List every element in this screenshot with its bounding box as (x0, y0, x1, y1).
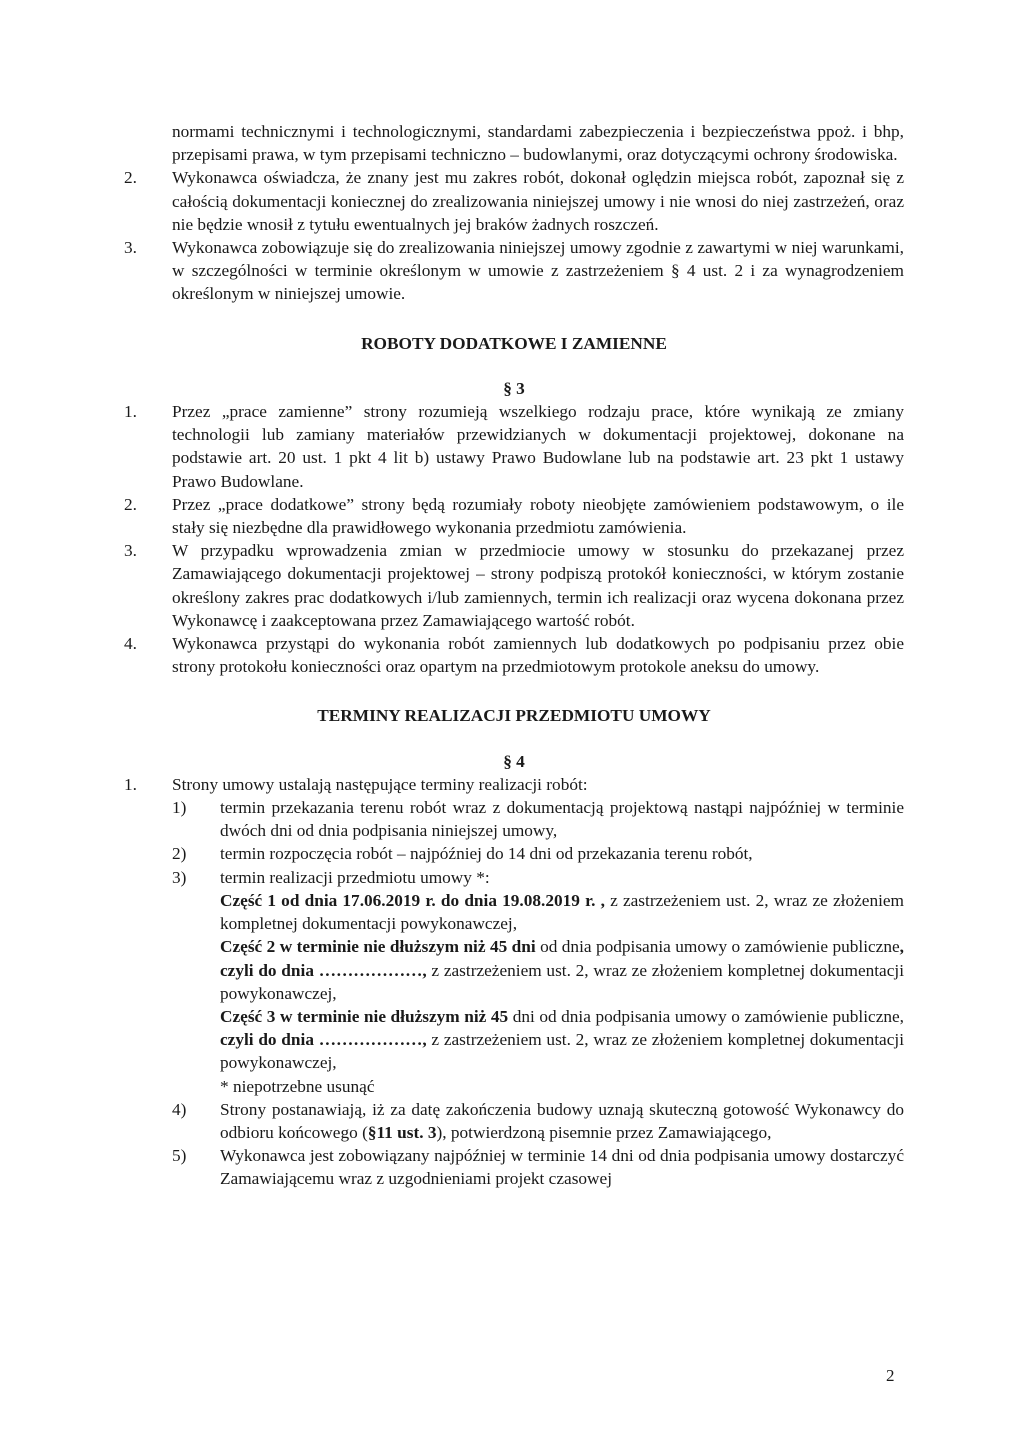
item-text: Wykonawca oświadcza, że znany jest mu zakres robót, dokonał oględzin miejsca robót, zapoznał się z całością dokumentacji koniecznej do zrealizowania niniejszej umowy i nie wnosi do niej zastrzeżeń, oraz nie będzie wnosił z tytułu ewentualnych jej braków żadnych roszczeń. (172, 168, 904, 234)
sub-list-item (172, 796, 904, 842)
part-3-bold-date: czyli do dnia ………………, (220, 1030, 427, 1050)
list-item (124, 773, 904, 796)
part-3-rest: z zastrzeżeniem ust. 2, wraz ze złożeniem kompletnej dokumentacji powykonawczej, (220, 1030, 904, 1073)
item-number: 3. (124, 541, 137, 561)
part-2-rest: z zastrzeżeniem ust. 2, wraz ze złożeniem kompletnej dokumentacji powykonawczej, (220, 960, 904, 1003)
sub4-pre: Strony postanawiają, iż za datę zakończenia budowy uznają skuteczną gotowość Wykonawcy do odbioru końcowego ( (220, 1099, 904, 1142)
part-2-term (220, 935, 904, 1005)
document-body (124, 120, 904, 1191)
sub-item-number: 5) (172, 1146, 187, 1166)
part-3-term (220, 1005, 904, 1075)
list-item (124, 236, 904, 306)
paragraph-symbol: § 4 (503, 751, 525, 771)
part-2-bold: Część 2 w terminie nie dłuższym niż 45 dni (220, 937, 536, 957)
item-number: 4. (124, 634, 137, 654)
footnote-note: * niepotrzebne usunąć (220, 1076, 375, 1096)
list-item (124, 632, 904, 678)
item-text: Strony umowy ustalają następujące terminy realizacji robót: (172, 774, 588, 794)
item-text: Wykonawca przystąpi do wykonania robót zamiennych lub dodatkowych po podpisaniu przez obie strony protokołu konieczności oraz opartym na przedmiotowym protokole aneksu do umowy. (172, 634, 904, 677)
part-2-bold-date: , czyli do dnia ………………, (220, 937, 904, 980)
sub-list-item (172, 1098, 904, 1144)
list-item (124, 400, 904, 493)
paragraph-symbol: § 3 (503, 378, 525, 398)
item-number: 2. (124, 168, 137, 188)
sub4-bold: §11 ust. 3 (367, 1122, 437, 1142)
sub-item-number: 2) (172, 844, 187, 864)
item-number: 2. (124, 494, 137, 514)
sub-list-item (172, 866, 904, 889)
sub-item-number: 3) (172, 867, 187, 887)
item-number: 1. (124, 774, 137, 794)
item-number: 1. (124, 402, 137, 422)
section-heading: TERMINY REALIZACJI PRZEDMIOTU UMOWY (317, 706, 711, 726)
part-1-bold: Część 1 od dnia 17.06.2019 r. do dnia 19.08.2019 r. , (220, 890, 605, 910)
sub-item-number: 1) (172, 798, 187, 818)
page-number: 2 (886, 1366, 895, 1385)
sub-list-item (172, 842, 904, 865)
part-3-mid: dni od dnia podpisania umowy o zamówienie publiczne, (508, 1006, 904, 1026)
item-text: Przez „prace dodatkowe” strony będą rozumiały roboty nieobjęte zamówieniem podstawowym, o ile stały się niezbędne dla prawidłowego wykonania przedmiotu zamówienia. (172, 494, 904, 538)
continued-paragraph: normami technicznymi i technologicznymi, standardami zabezpieczenia i bezpieczeństwa ppoż. i bhp, przepisami prawa, w tym przepisami techniczno – budowlanymi, oraz dotyczącymi ochrony środowiska. (172, 122, 904, 165)
item-text: Wykonawca zobowiązuje się do zrealizowania niniejszej umowy zgodnie z zawartymi w niej warunkami, w szczególności w terminie określonym w umowie z zastrzeżeniem § 4 ust. 2 i za wynagrodzeniem określonym w niniejszej umowie. (172, 238, 904, 304)
section-heading: ROBOTY DODATKOWE I ZAMIENNE (361, 333, 667, 353)
item-text: Przez „prace zamienne” strony rozumieją wszelkiego rodzaju prace, które wynikają ze zmiany technologii lub zamiany materiałów przewidzianych w dokumentacji projektowej, dokonane na podstawie art. 20 ust. 1 pkt 4 lit b) ustawy Prawo Budowlane lub na podstawie art. 23 pkt 1 ustawy Prawo Budowlane. (172, 402, 904, 491)
part-3-bold: Część 3 w terminie nie dłuższym niż 45 (220, 1006, 509, 1026)
sub-item-text: termin rozpoczęcia robót – najpóźniej do 14 dni od przekazania terenu robót, (220, 844, 753, 864)
part-1-rest: z zastrzeżeniem ust. 2, wraz ze złożeniem kompletnej dokumentacji powykonawczej, (220, 890, 904, 934)
item-number: 3. (124, 238, 137, 258)
sub-list-item (172, 1144, 904, 1190)
sub-item-text (220, 1098, 904, 1144)
item-text: W przypadku wprowadzenia zmian w przedmiocie umowy w stosunku do przekazanej przez Zamawiającego dokumentacji projektowej – strony podpiszą protokół konieczności, w którym zostanie określony zakres prac dodatkowych i/lub zamiennych, termin ich realizacji oraz wycena dokonana przez Wykonawcę i zaakceptowana przez Zamawiającego wartość robót. (172, 541, 904, 630)
sub4-post: ), potwierdzoną pisemnie przez Zamawiającego, (436, 1122, 772, 1142)
list-item (124, 166, 904, 236)
sub-item-text: termin realizacji przedmiotu umowy *: (220, 867, 490, 887)
part-1-term (220, 889, 904, 935)
part-2-mid: od dnia podpisania umowy o zamówienie publiczne (535, 937, 900, 957)
list-item (124, 493, 904, 539)
sub-item-number: 4) (172, 1099, 187, 1119)
list-item (124, 539, 904, 632)
sub-item-text: Wykonawca jest zobowiązany najpóźniej w terminie 14 dni od dnia podpisania umowy dostarczyć Zamawiającemu wraz z uzgodnieniami projekt czasowej (220, 1146, 904, 1189)
sub-item-text: termin przekazania terenu robót wraz z dokumentacją projektową nastąpi najpóźniej w terminie dwóch dni od dnia podpisania niniejszej umowy, (220, 798, 904, 841)
